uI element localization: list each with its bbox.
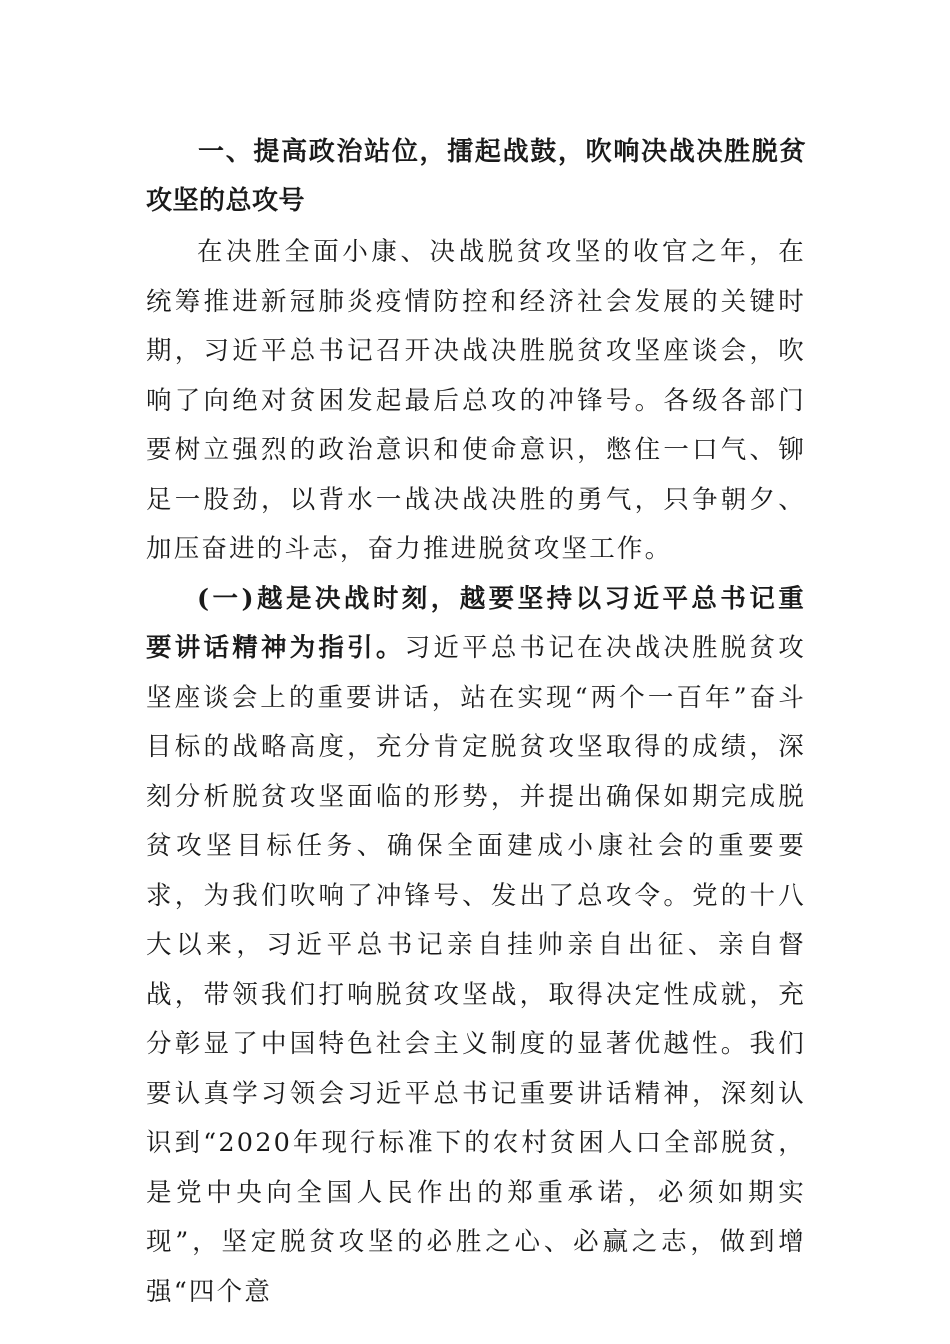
subsection-lead-sentence: (一)越是决战时刻，越要坚持以习近平总书记重要讲话精神为指引。 <box>146 583 806 663</box>
document-body <box>146 128 806 1317</box>
section-heading: 一、提高政治站位，擂起战鼓，吹响决战决胜脱贫攻坚的总攻号 <box>146 137 806 216</box>
paragraph-subsection-1 <box>146 575 806 1318</box>
subsection-body-text: 习近平总书记在决战决胜脱贫攻坚座谈会上的重要讲话，站在实现“两个一百年”奋斗目标的战略高度，充分肯定脱贫攻坚取得的成绩，深刻分析脱贫攻坚面临的形势，并提出确保如期完成脱贫攻坚目标任务、确保全面建成小康社会的重要要求，为我们吹响了冲锋号、发出了总攻令。党的十八大以来，习近平总书记亲自挂帅亲自出征、亲自督战，带领我们打响脱贫攻坚战，取得决定性成就，充分彰显了中国特色社会主义制度的显著优越性。我们要认真学习领会习近平总书记重要讲话精神，深刻认识到“2020年现行标准下的农村贫困人口全部脱贫，是党中央向全国人民作出的郑重承诺，必须如期实现”，坚定脱贫攻坚的必胜之心、必赢之志，做到增强“四个意 <box>146 633 806 1307</box>
paragraph-intro: 在决胜全面小康、决战脱贫攻坚的收官之年，在统筹推进新冠肺炎疫情防控和经济社会发展的关键时期，习近平总书记召开决战决胜脱贫攻坚座谈会，吹响了向绝对贫困发起最后总攻的冲锋号。各级各部门要树立强烈的政治意识和使命意识，憋住一口气、铆足一股劲，以背水一战决战决胜的勇气，只争朝夕、加压奋进的斗志，奋力推进脱贫攻坚工作。 <box>146 237 806 564</box>
